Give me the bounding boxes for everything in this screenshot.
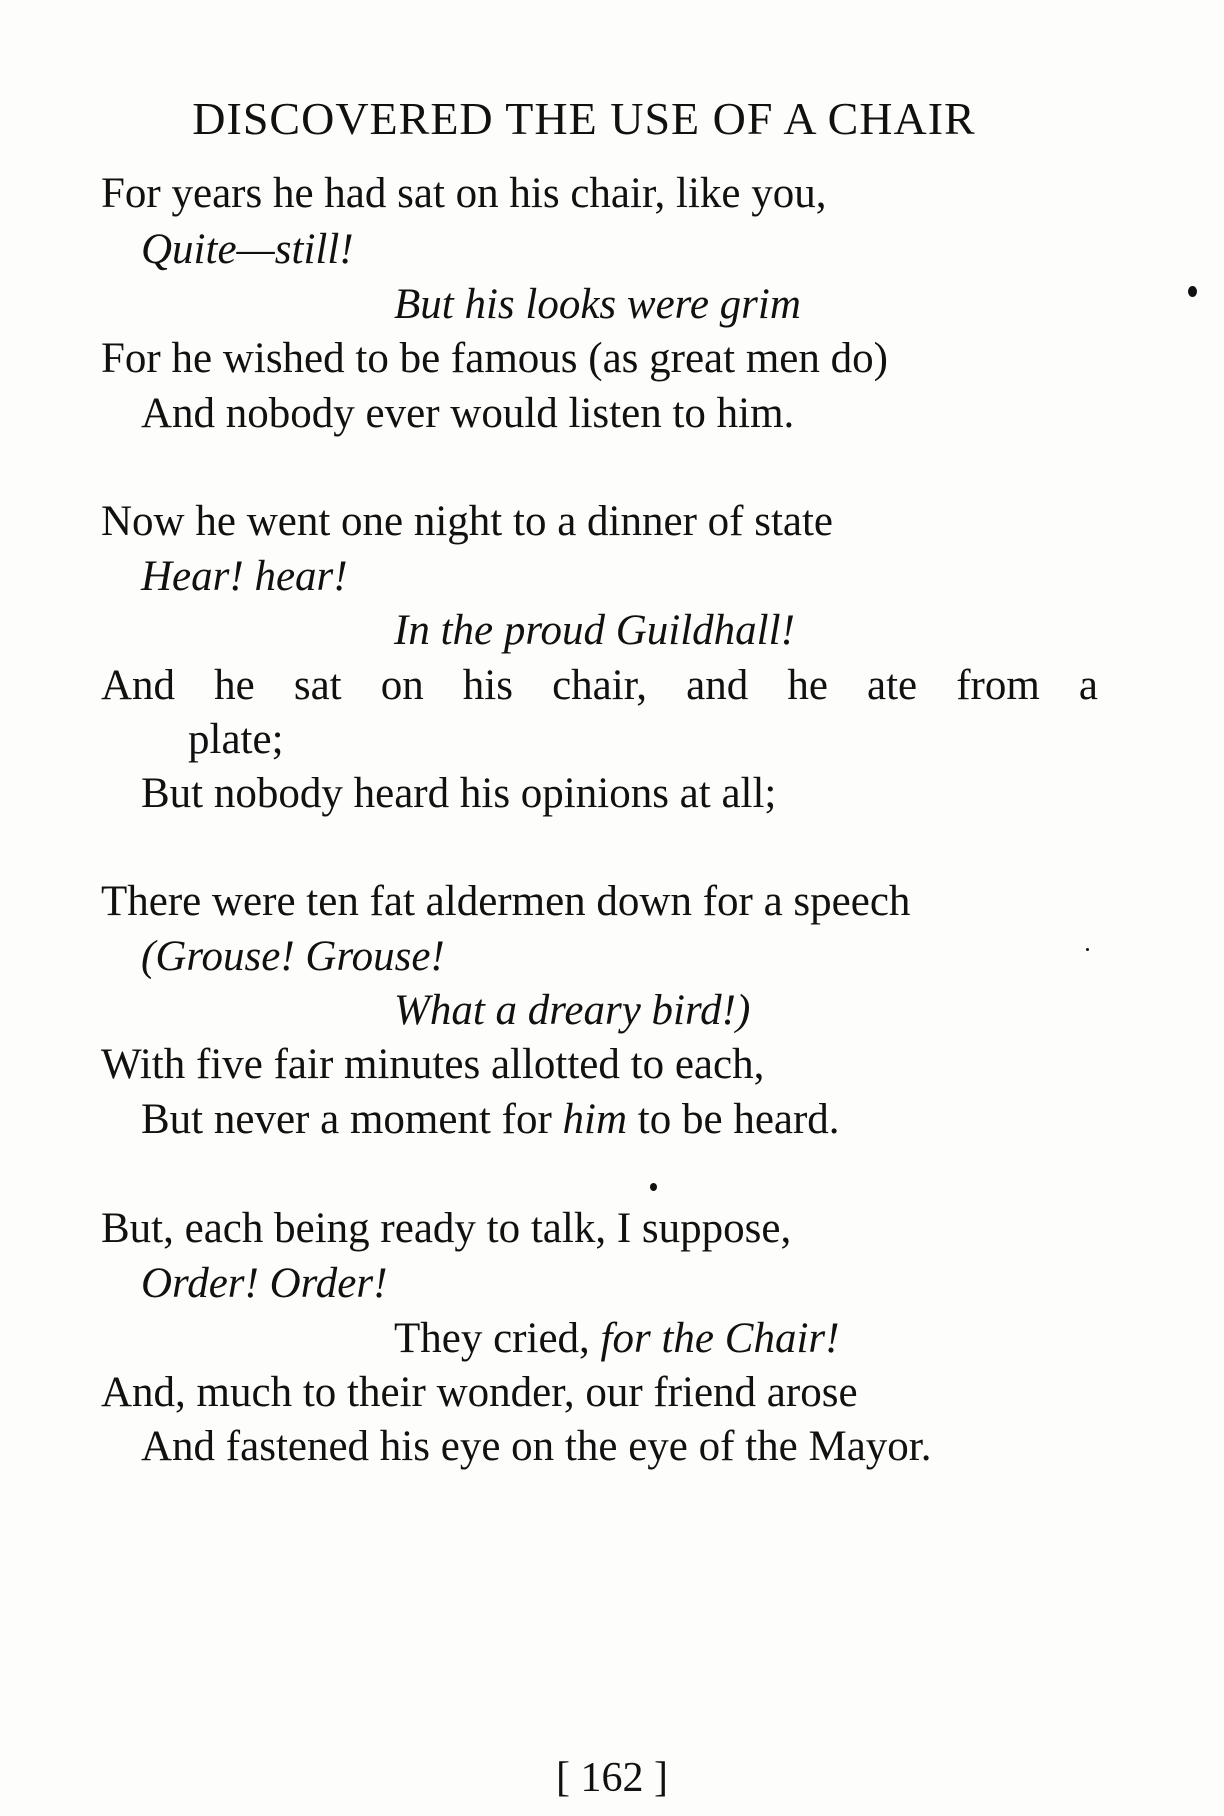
stanza-4-line-4: And, much to their wonder, our friend arose <box>101 1369 858 1416</box>
stanza-4-line-2: Order! Order! <box>141 1260 388 1307</box>
stanza-4-line-3-emphasis: for the Chair! <box>600 1315 840 1362</box>
stanza-4-line-3 <box>394 1317 839 1360</box>
stanza-2-line-1: Now he went one night to a dinner of state <box>101 498 834 545</box>
stanza-3-line-1: There were ten fat aldermen down for a speech <box>101 878 911 925</box>
ink-speck <box>650 1183 657 1191</box>
page-number: [ 162 ] <box>556 1755 668 1801</box>
stanza-3-line-2: (Grouse! Grouse! <box>141 933 445 980</box>
stanza-3-line-4: With five fair minutes allotted to each, <box>101 1041 765 1088</box>
stanza-3-line-5-end: to be heard. <box>627 1096 840 1143</box>
stanza-1-line-5: And nobody ever would listen to him. <box>141 390 795 437</box>
stanza-2-line-4-wrap: plate; <box>188 716 284 763</box>
stanza-4-line-1: But, each being ready to talk, I suppose, <box>101 1205 792 1252</box>
ink-speck <box>1086 948 1089 951</box>
ink-speck <box>1188 286 1197 297</box>
stanza-4-line-5: And fastened his eye on the eye of the Mayor. <box>141 1423 932 1470</box>
stanza-1-line-3: But his looks were grim <box>394 281 801 328</box>
stanza-1-line-4: For he wished to be famous (as great men do) <box>101 335 888 382</box>
stanza-2-line-3: In the proud Guildhall! <box>394 607 795 654</box>
stanza-2-line-2: Hear! hear! <box>141 553 348 600</box>
stanza-2-line-4: And he sat on his chair, and he ate from a <box>101 662 1098 709</box>
stanza-3-line-3: What a dreary bird!) <box>394 987 751 1034</box>
stanza-3-line-5-start: But never a moment for <box>141 1096 563 1143</box>
stanza-3-line-5 <box>141 1098 840 1141</box>
stanza-1-line-2: Quite—still! <box>141 226 354 273</box>
stanza-3-line-5-emphasis: him <box>562 1096 628 1143</box>
poem-title: DISCOVERED THE USE OF A CHAIR <box>192 93 976 144</box>
stanza-2-line-5: But nobody heard his opinions at all; <box>141 770 777 817</box>
stanza-4-line-3-start: They cried, <box>394 1315 601 1362</box>
stanza-1-line-1: For years he had sat on his chair, like you, <box>101 170 827 217</box>
